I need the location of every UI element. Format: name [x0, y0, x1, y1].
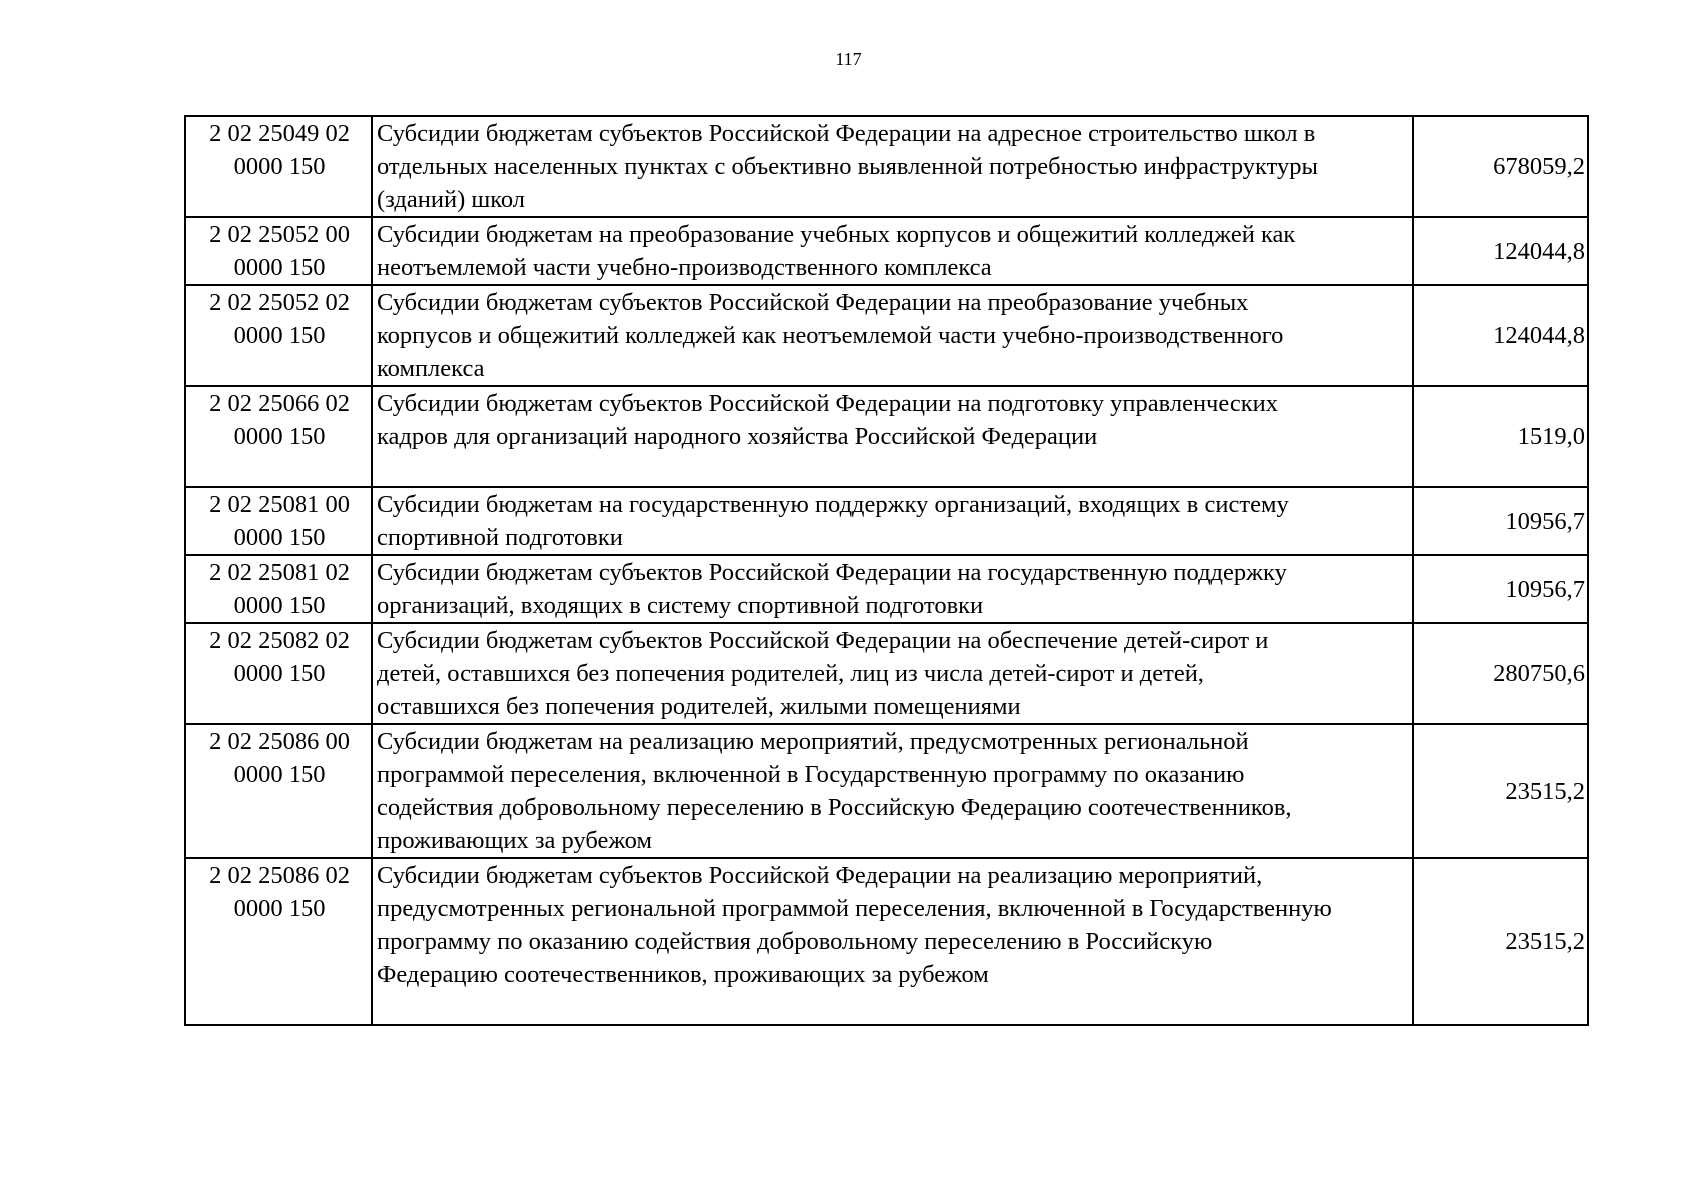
table-row [185, 724, 1588, 858]
description-cell [372, 858, 1413, 1025]
budget-code-line: 2 02 25081 00 [209, 491, 350, 518]
budget-code-line: 2 02 25049 02 [209, 120, 350, 147]
description-line: проживающих за рубежом [377, 827, 652, 854]
budget-code-line: 0000 150 [233, 423, 326, 450]
description-cell [372, 386, 1413, 487]
budget-code-cell [185, 217, 372, 285]
description-line: детей, оставшихся без попечения родителей, лиц из числа детей-сирот и детей, [377, 660, 1204, 687]
budget-code-line: 2 02 25052 00 [209, 221, 350, 248]
table-row [185, 386, 1588, 487]
budget-code-cell [185, 858, 372, 1025]
table-row [185, 555, 1588, 623]
budget-code-cell [185, 487, 372, 555]
description-line: Субсидии бюджетам на реализацию мероприятий, предусмотренных региональной [377, 728, 1249, 755]
description-line: Федерацию соотечественников, проживающих за рубежом [377, 961, 989, 988]
description-line: Субсидии бюджетам субъектов Российской Федерации на обеспечение детей-сирот и [377, 627, 1269, 654]
budget-code-line: 2 02 25052 02 [209, 289, 350, 316]
description-line: Субсидии бюджетам субъектов Российской Федерации на адресное строительство школ в [377, 120, 1316, 147]
table-row [185, 487, 1588, 555]
budget-code-line: 0000 150 [233, 524, 326, 551]
table-row [185, 623, 1588, 724]
description-cell [372, 555, 1413, 623]
page-number: 117 [835, 49, 862, 69]
budget-code-line: 0000 150 [233, 592, 326, 619]
table-row [185, 285, 1588, 386]
budget-code-line: 0000 150 [233, 254, 326, 281]
description-cell [372, 487, 1413, 555]
budget-code-cell [185, 623, 372, 724]
budget-code-line: 0000 150 [233, 761, 326, 788]
budget-table [184, 115, 1589, 1026]
budget-code-cell [185, 285, 372, 386]
amount-cell: 10956,7 [1413, 487, 1588, 555]
description-line: организаций, входящих в систему спортивной подготовки [377, 592, 984, 619]
budget-code-line: 2 02 25086 02 [209, 862, 350, 889]
budget-code-line: 2 02 25086 00 [209, 728, 350, 755]
description-line: (зданий) школ [377, 186, 526, 213]
description-line: спортивной подготовки [377, 524, 623, 551]
description-cell [372, 724, 1413, 858]
amount-cell: 280750,6 [1413, 623, 1588, 724]
description-line [377, 453, 1410, 486]
budget-code-line: 0000 150 [233, 322, 326, 349]
description-cell [372, 217, 1413, 285]
budget-code-line: 2 02 25082 02 [209, 627, 350, 654]
description-line: корпусов и общежитий колледжей как неотъемлемой части учебно-производственного [377, 322, 1284, 349]
budget-code-cell [185, 555, 372, 623]
description-line: кадров для организаций народного хозяйства Российской Федерации [377, 423, 1098, 450]
description-line: программой переселения, включенной в Государственную программу по оказанию [377, 761, 1245, 788]
amount-cell: 23515,2 [1413, 724, 1588, 858]
budget-code-cell [185, 724, 372, 858]
description-line: комплекса [377, 355, 485, 382]
description-cell [372, 623, 1413, 724]
table-row [185, 858, 1588, 1025]
budget-code-line: 0000 150 [233, 895, 326, 922]
description-cell [372, 116, 1413, 217]
budget-code-cell [185, 116, 372, 217]
amount-cell: 10956,7 [1413, 555, 1588, 623]
budget-code-line: 0000 150 [233, 153, 326, 180]
description-cell [372, 285, 1413, 386]
amount-cell: 124044,8 [1413, 217, 1588, 285]
description-line: Субсидии бюджетам на государственную поддержку организаций, входящих в систему [377, 491, 1289, 518]
description-line: Субсидии бюджетам субъектов Российской Федерации на подготовку управленческих [377, 390, 1278, 417]
budget-code-line: 0000 150 [233, 660, 326, 687]
amount-cell: 678059,2 [1413, 116, 1588, 217]
description-line: оставшихся без попечения родителей, жилыми помещениями [377, 693, 1021, 720]
description-line: Субсидии бюджетам субъектов Российской Федерации на государственную поддержку [377, 559, 1287, 586]
description-line: программу по оказанию содействия добровольному переселению в Российскую [377, 928, 1213, 955]
budget-code-line: 2 02 25066 02 [209, 390, 350, 417]
description-line: содействия добровольному переселению в Российскую Федерацию соотечественников, [377, 794, 1292, 821]
amount-cell: 124044,8 [1413, 285, 1588, 386]
description-line: Субсидии бюджетам субъектов Российской Федерации на преобразование учебных [377, 289, 1249, 316]
amount-cell: 23515,2 [1413, 858, 1588, 1025]
amount-cell: 1519,0 [1413, 386, 1588, 487]
budget-table-body [185, 116, 1588, 1025]
description-line: Субсидии бюджетам субъектов Российской Федерации на реализацию мероприятий, [377, 862, 1263, 889]
table-row [185, 116, 1588, 217]
table-row [185, 217, 1588, 285]
description-line: неотъемлемой части учебно-производственного комплекса [377, 254, 992, 281]
description-line [377, 991, 1410, 1024]
budget-code-line: 2 02 25081 02 [209, 559, 350, 586]
description-line: отдельных населенных пунктах с объективно выявленной потребностью инфраструктуры [377, 153, 1318, 180]
description-line: предусмотренных региональной программой переселения, включенной в Государственную [377, 895, 1332, 922]
budget-code-cell [185, 386, 372, 487]
description-line: Субсидии бюджетам на преобразование учебных корпусов и общежитий колледжей как [377, 221, 1296, 248]
